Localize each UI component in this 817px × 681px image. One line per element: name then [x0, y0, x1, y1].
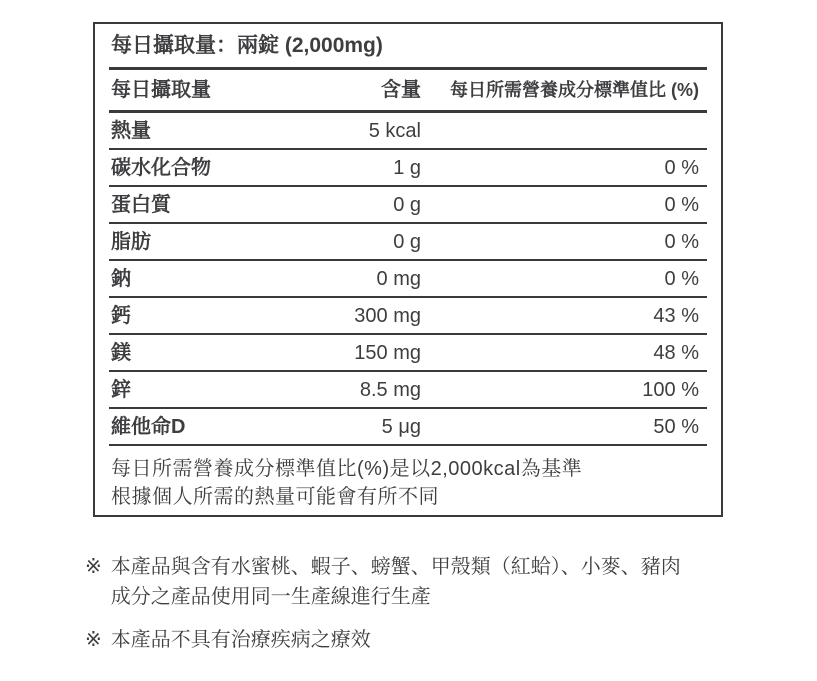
nutrient-percent: 50 %: [653, 416, 699, 438]
nutrient-amount: 300 mg: [354, 305, 421, 327]
header-daily-value-percent: 每日所需營養成分標準值比 (%): [450, 80, 699, 100]
note-line: 成分之產品使用同一生產線進行生產: [110, 586, 431, 608]
footnote-line-2: 根據個人所需的熱量可能會有所不同: [111, 486, 439, 508]
nutrient-amount: 0 mg: [376, 268, 421, 290]
nutrient-label: 熱量: [111, 120, 151, 142]
nutrition-facts-table: [93, 22, 723, 517]
nutrient-percent: 48 %: [653, 342, 699, 364]
table-row-magnesium: [109, 335, 707, 372]
header-amount: 含量: [381, 79, 421, 101]
nutrient-percent: 0 %: [664, 231, 699, 253]
nutrient-label: 碳水化合物: [111, 157, 211, 179]
nutrient-amount: 8.5 mg: [359, 379, 421, 401]
table-row-zinc: [109, 372, 707, 409]
footnote-line-1: 每日所需營養成分標準值比(%)是以2,000kcal為基準: [111, 458, 583, 480]
nutrient-label: 蛋白質: [111, 194, 171, 216]
nutrient-amount: 0 g: [393, 194, 421, 216]
product-disclaimer-notes: [85, 552, 775, 668]
serving-size-title: 每日攝取量：兩錠 (2,000mg): [109, 24, 707, 70]
table-row-calcium: [109, 298, 707, 335]
table-row-vitamin-d: [109, 409, 707, 446]
nutrient-label: 脂肪: [111, 231, 151, 253]
table-row-sodium: [109, 261, 707, 298]
table-header-row: [109, 70, 707, 113]
nutrient-amount: 5 μg: [381, 416, 421, 438]
reference-mark-icon: ※: [85, 556, 102, 578]
table-row-carbohydrate: [109, 150, 707, 187]
nutrient-percent: 0 %: [664, 157, 699, 179]
table-row-fat: [109, 224, 707, 261]
note-line: 本產品不具有治療疾病之療效: [110, 629, 371, 651]
nutrient-amount: 150 mg: [354, 342, 421, 364]
nutrient-label: 鈣: [111, 305, 131, 327]
reference-mark-icon: ※: [85, 629, 102, 651]
header-daily-intake: 每日攝取量: [111, 79, 211, 101]
nutrient-label: 鎂: [111, 342, 131, 364]
nutrient-amount: 5 kcal: [368, 120, 421, 142]
nutrient-label: 鈉: [111, 268, 131, 290]
note-line: 本產品與含有水蜜桃、蝦子、螃蟹、甲殼類（紅蛤）、小麥、豬肉: [110, 556, 681, 578]
allergen-production-note: [85, 552, 775, 612]
nutrient-amount: 0 g: [393, 231, 421, 253]
table-row-calories: [109, 113, 707, 150]
nutrient-label: 鋅: [111, 379, 131, 401]
nutrient-percent: 100 %: [642, 379, 699, 401]
nutrient-percent: 0 %: [664, 268, 699, 290]
nutrient-percent: 0 %: [664, 194, 699, 216]
no-therapeutic-effect-note: [85, 625, 775, 655]
nutrient-amount: 1 g: [393, 157, 421, 179]
table-row-protein: [109, 187, 707, 224]
nutrient-percent: 43 %: [653, 305, 699, 327]
nutrient-label: 維他命D: [111, 416, 186, 438]
daily-value-basis-footnote: [109, 446, 707, 511]
